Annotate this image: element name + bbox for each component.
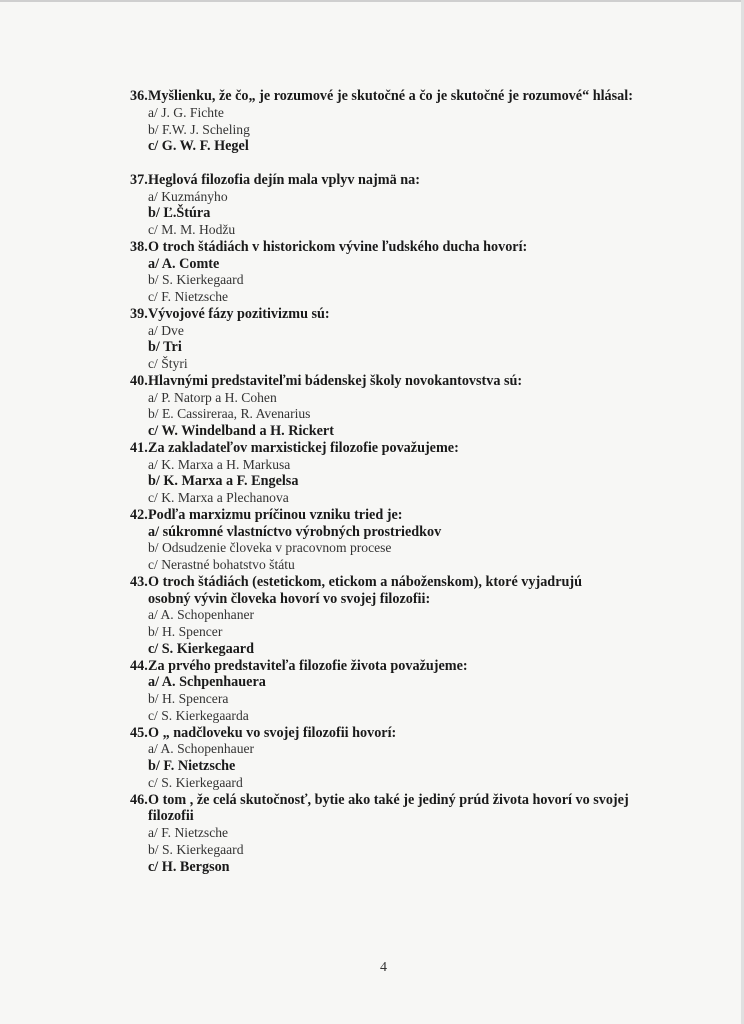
- answer-option: a/ K. Marxa a H. Markusa: [148, 456, 291, 472]
- question-36: [130, 88, 730, 172]
- answer-option: a/ F. Nietzsche: [148, 825, 229, 840]
- answer-option: a/ P. Natorp a H. Cohen: [148, 389, 277, 405]
- question-list: [130, 88, 730, 875]
- question-prompt-continued: filozofii: [148, 808, 194, 825]
- answer-option-correct: a/ A. Schpenhauera: [148, 674, 266, 691]
- answer-option: c/ Nerastné bohatstvo štátu: [148, 557, 295, 572]
- answer-option: a/ J. G. Fichte: [148, 104, 224, 120]
- question-number: 46.: [130, 791, 148, 808]
- answer-option: a/ Dve: [148, 322, 184, 338]
- answer-option: c/ M. M. Hodžu: [148, 222, 236, 237]
- answer-option: b/ E. Cassireraa, R. Avenarius: [148, 406, 311, 422]
- answer-option: a/ Kuzmányho: [148, 188, 228, 204]
- answer-option: b/ H. Spencera: [148, 691, 229, 706]
- answer-option-correct: b/ Tri: [148, 339, 182, 356]
- question-number: 41.: [130, 439, 148, 456]
- question-number: 40.: [130, 372, 148, 389]
- answer-option: c/ Štyri: [148, 356, 188, 371]
- question-prompt: Za prvého predstaviteľa filozofie života považujeme:: [148, 657, 468, 674]
- question-43: [130, 574, 730, 658]
- question-41: [130, 440, 730, 507]
- answer-option: c/ K. Marxa a Plechanova: [148, 490, 289, 505]
- question-45: [130, 725, 730, 792]
- question-text: [130, 507, 730, 524]
- question-text: [130, 658, 730, 675]
- question-number: 37.: [130, 171, 148, 188]
- answer-option-correct: c/ W. Windelband a H. Rickert: [148, 423, 334, 439]
- answer-option-correct: c/ G. W. F. Hegel: [148, 138, 249, 155]
- question-prompt-continued: osobný vývin človeka hovorí vo svojej filozofii:: [148, 590, 431, 607]
- question-text: [130, 792, 730, 809]
- answer-option: c/ F. Nietzsche: [148, 289, 229, 304]
- answer-option-correct: c/ H. Bergson: [148, 858, 230, 875]
- question-44: [130, 658, 730, 725]
- answer-option: b/ H. Spencer: [148, 624, 223, 639]
- question-text: [130, 239, 730, 256]
- answer-option: b/ F.W. J. Scheling: [148, 121, 250, 137]
- question-prompt: Vývojové fázy pozitivizmu sú:: [148, 305, 330, 322]
- question-number: 39.: [130, 305, 148, 322]
- answer-option-correct: a/ súkromné vlastníctvo výrobných prostriedkov: [148, 523, 442, 540]
- answer-option: c/ S. Kierkegaarda: [148, 707, 249, 723]
- answer-option: a/ A. Schopenhauer: [148, 741, 255, 757]
- answer-option-correct: b/ F. Nietzsche: [148, 758, 236, 774]
- question-prompt: O troch štádiách (estetickom, etickom a náboženskom), ktoré vyjadrujú: [148, 573, 582, 590]
- question-text: [130, 574, 730, 591]
- question-prompt: O „ nadčloveku vo svojej filozofii hovorí:: [148, 724, 397, 741]
- question-number: 36.: [130, 88, 148, 104]
- question-number: 45.: [130, 724, 148, 741]
- question-46: [130, 792, 730, 876]
- question-40: [130, 373, 730, 440]
- question-number: 44.: [130, 657, 148, 674]
- question-37: [130, 172, 730, 239]
- question-text: [130, 172, 730, 189]
- question-prompt: Za zakladateľov marxistickej filozofie považujeme:: [148, 439, 459, 456]
- question-prompt: Hlavnými predstaviteľmi bádenskej školy novokantovstva sú:: [148, 372, 523, 389]
- question-prompt: O troch štádiách v historickom vývine ľudského ducha hovorí:: [148, 238, 528, 255]
- question-number: 42.: [130, 506, 148, 523]
- question-number: 43.: [130, 573, 148, 590]
- question-text: [130, 440, 730, 457]
- answer-option: b/ S. Kierkegaard: [148, 841, 244, 857]
- answer-option-correct: a/ A. Comte: [148, 255, 220, 272]
- blank-line: [130, 155, 730, 172]
- answer-option: a/ A. Schopenhaner: [148, 607, 255, 623]
- question-prompt: O tom , že celá skutočnosť, bytie ako také je jediný prúd života hovorí vo svojej: [148, 791, 629, 808]
- answer-option: c/ S. Kierkegaard: [148, 774, 243, 790]
- question-prompt: Heglová filozofia dejín mala vplyv najmä na:: [148, 171, 420, 188]
- question-text: [130, 306, 730, 323]
- answer-option-correct: c/ S. Kierkegaard: [148, 640, 254, 657]
- question-text: [130, 725, 730, 742]
- question-42: [130, 507, 730, 574]
- question-39: [130, 306, 730, 373]
- question-text: [130, 373, 730, 390]
- answer-option: b/ Odsudzenie človeka v pracovnom procese: [148, 540, 392, 556]
- answer-option: b/ S. Kierkegaard: [148, 272, 244, 288]
- answer-option-correct: b/ K. Marxa a F. Engelsa: [148, 473, 299, 490]
- page-number: 4: [380, 960, 387, 975]
- scan-top-edge: [0, 0, 744, 2]
- question-number: 38.: [130, 238, 148, 255]
- question-prompt: Podľa marxizmu príčinou vzniku tried je:: [148, 506, 403, 523]
- question-text: [130, 88, 730, 105]
- question-prompt: Myšlienku, že čo„ je rozumové je skutočné a čo je skutočné je rozumové“ hlásal:: [148, 88, 633, 104]
- answer-option-correct: b/ Ľ.Štúra: [148, 205, 211, 222]
- question-38: [130, 239, 730, 306]
